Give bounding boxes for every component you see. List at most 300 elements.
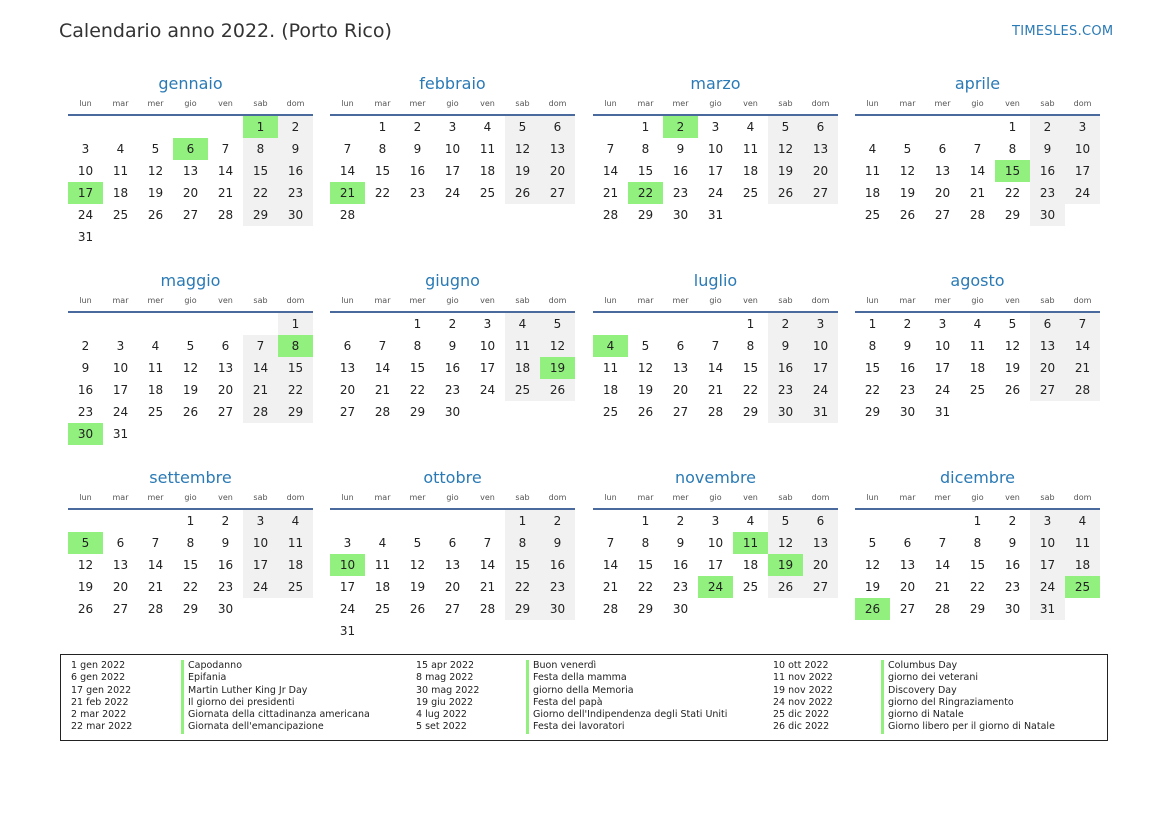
day-cell: 27 [899,602,916,616]
legend-holiday-name: giorno della Memoria [533,684,634,696]
empty-cell [173,116,208,138]
day-cell: 7 [483,536,492,550]
day-cell: 15 [409,361,426,375]
weekday-label: mar [112,99,129,108]
day-cell: 23 [77,405,94,419]
legend-dates [71,660,132,734]
day-cell: 2 [413,120,422,134]
day-cell: 20 [803,160,838,182]
day-cell: 3 [803,313,838,335]
day-cell: 2 [221,514,230,528]
day-cell: 1 [413,317,422,331]
month-name: luglio [693,271,738,290]
empty-cell [593,313,628,335]
day-cell: 20 [934,186,951,200]
day-cell: 5 [505,116,540,138]
brand-link[interactable]: TIMESLES.COM [1012,24,1114,39]
day-cell: 2 [903,317,912,331]
legend-holiday-name: Festa della mamma [533,672,627,684]
day-cell: 4 [116,142,125,156]
day-cell: 8 [186,536,195,550]
days-grid [330,313,575,423]
legend-holiday-name: giorno dei veterani [888,672,979,684]
day-cell: 10 [444,142,461,156]
holiday-cell: 5 [68,532,103,554]
days-grid [593,510,838,620]
weekday-label: ven [480,493,495,502]
day-cell: 24 [444,186,461,200]
day-cell: 24 [479,383,496,397]
day-cell: 16 [278,160,313,182]
day-cell: 10 [707,536,724,550]
empty-cell [68,313,103,335]
day-cell: 5 [186,339,195,353]
day-cell: 22 [182,580,199,594]
weekday-label: mer [409,99,426,108]
weekday-label: dom [286,99,305,108]
empty-cell [330,313,365,335]
weekday-label: sab [1040,296,1055,305]
day-cell: 7 [243,335,278,357]
day-cell: 19 [1004,361,1021,375]
empty-cell [330,116,365,138]
day-cell: 27 [339,405,356,419]
day-cell: 9 [81,361,90,375]
weekday-label: lun [604,99,617,108]
empty-cell [138,510,173,532]
month-name: marzo [690,74,741,93]
day-cell: 23 [768,379,803,401]
weekday-label: dom [811,296,830,305]
day-cell: 2 [768,313,803,335]
day-cell: 1 [973,514,982,528]
holiday-cell: 2 [663,116,698,138]
day-cell: 27 [182,208,199,222]
legend-date: 30 mag 2022 [416,684,480,696]
weekday-label: mer [147,296,164,305]
day-cell: 10 [479,339,496,353]
weekday-label: gio [184,99,197,108]
month-name: novembre [674,468,757,487]
days-grid [855,116,1100,226]
day-cell: 30 [672,602,689,616]
day-cell: 14 [217,164,234,178]
day-cell: 29 [637,602,654,616]
day-cell: 16 [77,383,94,397]
day-cell: 12 [768,532,803,554]
day-cell: 17 [1030,554,1065,576]
day-cell: 1 [641,120,650,134]
legend-holiday-name: Capodanno [188,660,243,671]
day-cell: 23 [409,186,426,200]
day-cell: 3 [448,120,457,134]
weekday-header [855,98,1100,110]
day-cell: 10 [707,142,724,156]
weekday-label: ven [743,493,758,502]
legend-date: 15 apr 2022 [416,660,475,671]
empty-cell [330,510,365,532]
weekday-label: mer [934,99,951,108]
legend-holiday-name: Giornata dell'emancipazione [188,721,324,733]
day-cell: 13 [803,532,838,554]
weekday-label: sab [253,99,268,108]
legend-date: 25 dic 2022 [773,709,830,721]
day-cell: 21 [147,580,164,594]
day-cell: 8 [868,339,877,353]
day-cell: 15 [637,558,654,572]
day-cell: 25 [112,208,129,222]
day-cell: 17 [707,558,724,572]
day-cell: 20 [112,580,129,594]
day-cell: 31 [1030,598,1065,620]
weekday-label: dom [548,296,567,305]
month-dicembre [855,468,1100,620]
day-cell: 2 [448,317,457,331]
weekday-label: gio [709,296,722,305]
day-cell: 18 [602,383,619,397]
day-cell: 9 [221,536,230,550]
month-name: ottobre [423,468,482,487]
weekday-header [330,492,575,504]
day-cell: 20 [803,554,838,576]
day-cell: 31 [707,208,724,222]
month-name: giugno [425,271,480,290]
empty-cell [208,116,243,138]
day-cell: 28 [602,602,619,616]
day-cell: 21 [934,580,951,594]
day-cell: 14 [243,357,278,379]
legend-date: 22 mar 2022 [71,721,133,733]
day-cell: 1 [641,514,650,528]
day-cell: 29 [1004,208,1021,222]
day-cell: 12 [147,164,164,178]
day-cell: 29 [637,208,654,222]
day-cell: 3 [343,536,352,550]
day-cell: 1 [746,317,755,331]
day-cell: 19 [768,160,803,182]
day-cell: 4 [868,142,877,156]
day-cell: 26 [899,208,916,222]
day-cell: 30 [444,405,461,419]
weekday-label: gio [184,493,197,502]
day-cell: 9 [1008,536,1017,550]
weekday-label: lun [866,296,879,305]
weekday-label: gio [971,296,984,305]
weekday-label: mar [899,296,916,305]
weekday-header [855,492,1100,504]
weekday-label: gio [446,99,459,108]
month-name: dicembre [939,468,1016,487]
day-cell: 3 [1030,510,1065,532]
day-cell: 22 [742,383,759,397]
day-cell: 11 [479,142,496,156]
day-cell: 9 [1030,138,1065,160]
day-cell: 21 [602,580,619,594]
day-cell: 19 [505,160,540,182]
empty-cell [68,510,103,532]
day-cell: 5 [903,142,912,156]
holiday-cell: 25 [1065,576,1100,598]
empty-cell [470,510,505,532]
day-cell: 28 [707,405,724,419]
day-cell: 16 [409,164,426,178]
weekday-label: ven [743,296,758,305]
day-cell: 16 [672,558,689,572]
day-cell: 16 [768,357,803,379]
day-cell: 13 [803,138,838,160]
day-cell: 6 [116,536,125,550]
day-cell: 31 [803,401,838,423]
day-cell: 4 [973,317,982,331]
day-cell: 23 [278,182,313,204]
day-cell: 16 [899,361,916,375]
day-cell: 3 [81,142,90,156]
holiday-cell: 30 [68,423,103,445]
day-cell: 11 [742,142,759,156]
day-cell: 10 [1065,138,1100,160]
weekday-label: mer [672,296,689,305]
month-name: aprile [954,74,1001,93]
holiday-cell: 24 [698,576,733,598]
page-title: Calendario anno 2022. (Porto Rico) [59,20,392,42]
empty-cell [243,313,278,335]
weekday-label: sab [778,296,793,305]
day-cell: 31 [339,624,356,638]
day-cell: 19 [899,186,916,200]
day-cell: 24 [1065,182,1100,204]
weekday-label: mer [147,99,164,108]
day-cell: 14 [602,164,619,178]
day-cell: 22 [1004,186,1021,200]
legend-holiday-name: Giorno libero per il giorno di Natale [888,721,1055,733]
day-cell: 11 [969,339,986,353]
holiday-cell: 17 [68,182,103,204]
day-cell: 25 [742,186,759,200]
day-cell: 2 [81,339,90,353]
day-cell: 30 [217,602,234,616]
weekday-label: mer [147,493,164,502]
weekday-label: ven [1005,296,1020,305]
day-cell: 27 [803,182,838,204]
day-cell: 18 [742,558,759,572]
empty-cell [103,313,138,335]
day-cell: 19 [637,383,654,397]
empty-cell [925,510,960,532]
day-cell: 15 [243,160,278,182]
empty-cell [173,313,208,335]
day-cell: 28 [969,208,986,222]
legend-date: 5 set 2022 [416,721,467,733]
day-cell: 16 [444,361,461,375]
day-cell: 26 [77,602,94,616]
day-cell: 17 [803,357,838,379]
weekday-label: dom [548,99,567,108]
day-cell: 20 [899,580,916,594]
day-cell: 5 [1008,317,1017,331]
day-cell: 2 [1008,514,1017,528]
holiday-cell: 26 [855,598,890,620]
weekday-label: gio [446,296,459,305]
day-cell: 23 [1030,182,1065,204]
day-cell: 3 [116,339,125,353]
day-cell: 7 [378,339,387,353]
day-cell: 23 [1004,580,1021,594]
day-cell: 17 [479,361,496,375]
day-cell: 18 [969,361,986,375]
day-cell: 9 [413,142,422,156]
weekday-label: mer [409,296,426,305]
day-cell: 22 [278,379,313,401]
day-cell: 13 [1030,335,1065,357]
day-cell: 1 [378,120,387,134]
day-cell: 23 [672,186,689,200]
empty-cell [103,510,138,532]
legend-holiday-name: Giornata della cittadinanza americana [188,709,370,721]
legend-holiday-name: Columbus Day [888,660,958,671]
day-cell: 6 [540,116,575,138]
day-cell: 26 [147,208,164,222]
month-maggio [68,271,313,445]
day-cell: 23 [899,383,916,397]
day-cell: 3 [711,514,720,528]
weekday-label: sab [253,493,268,502]
day-cell: 24 [77,208,94,222]
day-cell: 16 [1030,160,1065,182]
day-cell: 4 [505,313,540,335]
day-cell: 2 [676,514,685,528]
day-cell: 28 [1065,379,1100,401]
weekday-label: dom [811,99,830,108]
month-novembre [593,468,838,620]
day-cell: 7 [1065,313,1100,335]
day-cell: 8 [243,138,278,160]
day-cell: 16 [540,554,575,576]
day-cell: 12 [864,558,881,572]
days-grid [855,510,1100,620]
day-cell: 13 [934,164,951,178]
day-cell: 8 [413,339,422,353]
day-cell: 15 [969,558,986,572]
day-cell: 20 [444,580,461,594]
weekday-label: lun [866,493,879,502]
day-cell: 11 [864,164,881,178]
empty-cell [138,116,173,138]
day-cell: 27 [540,182,575,204]
day-cell: 15 [278,357,313,379]
day-cell: 15 [505,554,540,576]
day-cell: 2 [1030,116,1065,138]
day-cell: 6 [803,510,838,532]
day-cell: 14 [147,558,164,572]
month-name: agosto [950,271,1005,290]
weekday-label: dom [286,493,305,502]
day-cell: 13 [182,164,199,178]
day-cell: 24 [707,186,724,200]
day-cell: 26 [540,379,575,401]
day-cell: 15 [374,164,391,178]
empty-cell [855,510,890,532]
day-cell: 22 [505,576,540,598]
day-cell: 17 [243,554,278,576]
day-cell: 9 [768,335,803,357]
empty-cell [435,510,470,532]
day-cell: 14 [339,164,356,178]
day-cell: 30 [899,405,916,419]
day-cell: 7 [221,142,230,156]
day-cell: 14 [934,558,951,572]
day-cell: 4 [1065,510,1100,532]
holiday-cell: 19 [540,357,575,379]
day-cell: 27 [112,602,129,616]
day-cell: 7 [343,142,352,156]
holiday-cell: 21 [330,182,365,204]
day-cell: 20 [182,186,199,200]
weekday-label: lun [341,493,354,502]
day-cell: 17 [112,383,129,397]
day-cell: 14 [707,361,724,375]
legend-date: 19 nov 2022 [773,684,833,696]
weekday-label: ven [218,493,233,502]
day-cell: 12 [540,335,575,357]
weekday-label: ven [1005,493,1020,502]
legend-holiday-name: giorno di Natale [888,709,964,721]
day-cell: 7 [606,536,615,550]
days-grid [330,116,575,226]
day-cell: 9 [676,536,685,550]
weekday-label: lun [79,493,92,502]
day-cell: 13 [217,361,234,375]
day-cell: 25 [969,383,986,397]
day-cell: 2 [540,510,575,532]
day-cell: 5 [540,313,575,335]
legend-holiday-name: Giorno dell'Indipendenza degli Stati Uniti [533,709,728,721]
month-name: maggio [160,271,221,290]
day-cell: 31 [934,405,951,419]
day-cell: 11 [602,361,619,375]
legend-dates [416,660,479,734]
day-cell: 30 [278,204,313,226]
empty-cell [208,313,243,335]
day-cell: 7 [711,339,720,353]
weekday-header [593,98,838,110]
day-cell: 8 [641,142,650,156]
day-cell: 12 [505,138,540,160]
day-cell: 25 [602,405,619,419]
day-cell: 12 [1004,339,1021,353]
weekday-label: mar [112,493,129,502]
day-cell: 23 [540,576,575,598]
day-cell: 25 [864,208,881,222]
weekday-label: lun [341,99,354,108]
weekday-label: dom [1073,296,1092,305]
day-cell: 22 [637,580,654,594]
legend-holiday-name: Buon venerdì [533,660,597,671]
weekday-label: gio [184,296,197,305]
day-cell: 14 [602,558,619,572]
day-cell: 11 [278,532,313,554]
day-cell: 31 [112,427,129,441]
legend-date: 19 giu 2022 [416,696,473,708]
day-cell: 28 [243,401,278,423]
day-cell: 14 [479,558,496,572]
day-cell: 20 [672,383,689,397]
legend-names [526,660,727,734]
day-cell: 4 [378,536,387,550]
day-cell: 17 [934,361,951,375]
day-cell: 3 [938,317,947,331]
day-cell: 18 [864,186,881,200]
day-cell: 27 [217,405,234,419]
